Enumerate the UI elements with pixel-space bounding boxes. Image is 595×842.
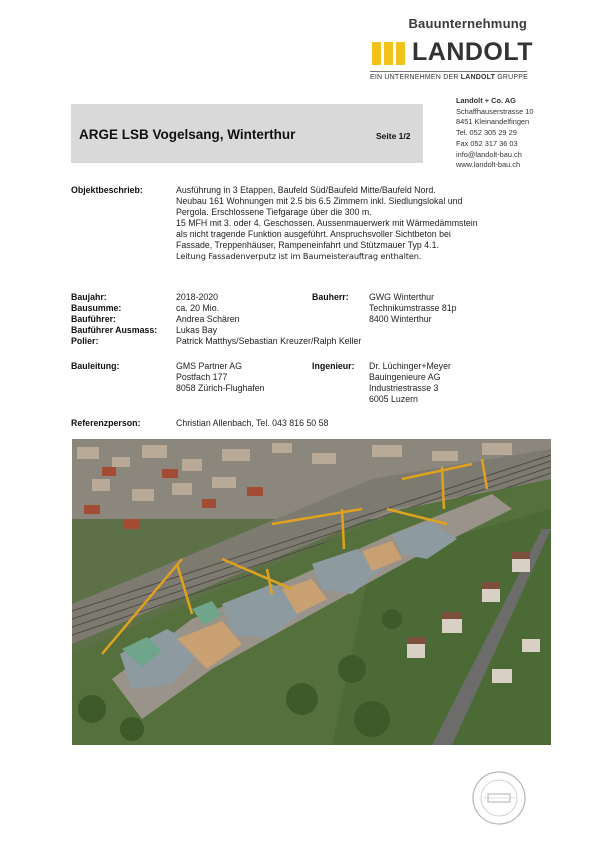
objekt-label: Objektbeschrieb: <box>71 185 143 195</box>
objekt-line: Fassade, Treppenhäuser, Rampeneinfahrt und Stützmauer Typ 4.1. <box>176 240 439 250</box>
baufuehrer-label: Bauführer: <box>71 314 116 324</box>
contact-street: Schaffhauserstrasse 10 <box>456 106 534 116</box>
baujahr-label: Baujahr: <box>71 292 107 302</box>
page-number: Seite 1/2 <box>376 131 411 141</box>
bauleitung-line: Postfach 177 <box>176 372 228 382</box>
aerial-construction-site-photo <box>72 439 551 745</box>
ingenieur-line: 6005 Luzern <box>369 394 418 404</box>
ingenieur-line: Industriestrasse 3 <box>369 383 439 393</box>
contact-city: 8451 Kleinandelfingen <box>456 117 530 127</box>
polier-value: Patrick Matthys/Sebastian Kreuzer/Ralph Keller <box>176 336 362 346</box>
ingenieur-line: Bauingenieure AG <box>369 372 441 382</box>
baufuehrer-value: Andrea Schären <box>176 314 240 324</box>
referenz-value: Christian Allenbach, Tel. 043 816 50 58 <box>176 418 329 428</box>
brand-group-line: EIN UNTERNEHMEN DER LANDOLT GRUPPE <box>370 74 528 81</box>
bauleitung-line: GMS Partner AG <box>176 361 242 371</box>
bauherr-line: 8400 Winterthur <box>369 314 432 324</box>
brand-divider <box>370 71 527 72</box>
ausmass-label: Bauführer Ausmass: <box>71 325 158 335</box>
landolt-logo-icon <box>372 42 405 65</box>
contact-tel: Tel. 052 305 29 29 <box>456 128 517 138</box>
referenz-label: Referenzperson: <box>71 418 141 428</box>
baujahr-value: 2018-2020 <box>176 292 219 302</box>
certification-seal-icon <box>471 770 527 826</box>
objekt-line: 15 MFH mit 3. oder 4. Geschossen. Aussenmauerwerk mit Wärmedämmstein <box>176 218 478 228</box>
landolt-logo-wordmark: LANDOLT <box>412 38 534 66</box>
contact-company: Landolt + Co. AG <box>456 96 516 105</box>
objekt-line: Leitung Fassadenverputz ist im Baumeisterauftrag enthalten. <box>176 251 422 261</box>
objekt-line: Pergola. Erschlossene Tiefgarage über die 300 m. <box>176 207 372 217</box>
ingenieur-value <box>369 361 451 405</box>
ingenieur-line: Dr. Lüchinger+Meyer <box>369 361 451 371</box>
bauherr-line: GWG Winterthur <box>369 292 435 302</box>
brand-company-line: Bauunternehmung <box>408 16 527 31</box>
bauherr-line: Technikumstrasse 81p <box>369 303 457 313</box>
objekt-description <box>176 185 478 262</box>
ingenieur-label: Ingenieur: <box>312 361 355 371</box>
bauleitung-label: Bauleitung: <box>71 361 120 371</box>
bausumme-value: ca. 20 Mio. <box>176 303 220 313</box>
contact-web[interactable]: www.landolt-bau.ch <box>456 160 521 170</box>
page-title: ARGE LSB Vogelsang, Winterthur <box>79 127 296 142</box>
bauleitung-line: 8058 Zürich-Flughafen <box>176 383 265 393</box>
bauherr-value <box>369 292 457 325</box>
objekt-line: Ausführung in 3 Etappen, Baufeld Süd/Baufeld Mitte/Baufeld Nord. <box>176 185 436 195</box>
polier-label: Polier: <box>71 336 99 346</box>
bauleitung-value <box>176 361 265 394</box>
ausmass-value: Lukas Bay <box>176 325 218 335</box>
contact-block <box>456 96 534 171</box>
contact-fax: Fax 052 317 36 03 <box>456 138 518 148</box>
contact-email[interactable]: info@landolt-bau.ch <box>456 149 522 159</box>
bauherr-label: Bauherr: <box>312 292 349 302</box>
objekt-line: als nicht tragende Funktion ausgeführt. Anspruchsvoller Sichtbeton bei <box>176 229 451 239</box>
objekt-line: Neubau 161 Wohnungen mit 2.5 bis 6.5 Zimmern inkl. Siedlungslokal und <box>176 196 463 206</box>
bausumme-label: Bausumme: <box>71 303 122 313</box>
